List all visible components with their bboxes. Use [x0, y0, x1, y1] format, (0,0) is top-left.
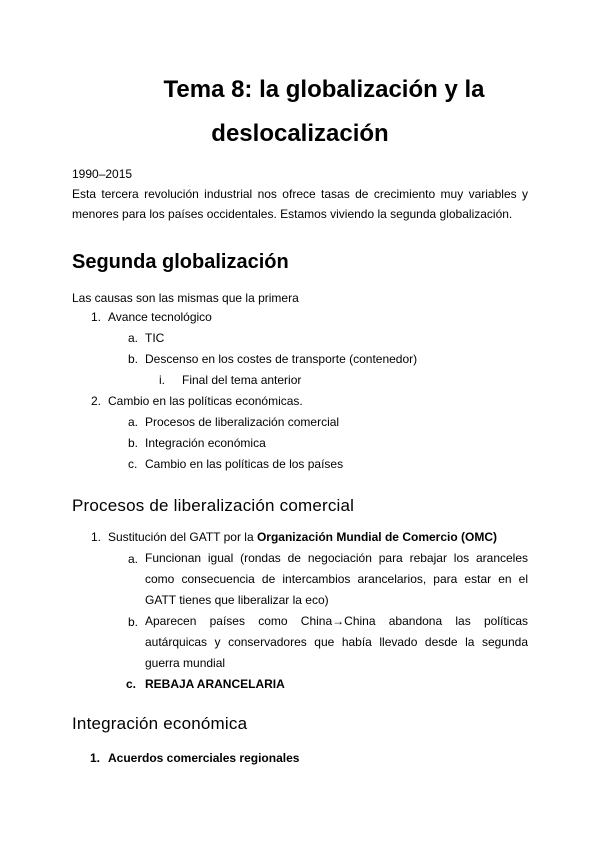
section-heading-integracion-economica: Integración económica	[72, 714, 248, 733]
intro-line-1: Esta tercera revolución industrial nos ofrece tasas de crecimiento muy variables y	[72, 187, 528, 201]
list-item-plain-text: Sustitución del GATT por la	[108, 530, 257, 544]
list-item	[108, 527, 497, 547]
list-item: TIC	[145, 331, 165, 345]
document-title-line-1: Tema 8: la globalización y la	[163, 76, 485, 103]
paragraph-line: Aparecen países como China→China abandona las políticas	[145, 614, 528, 628]
paragraph-line: como consecuencia de intercambios arancelarios, para estar en el	[145, 572, 528, 586]
paragraph-line: guerra mundial	[145, 656, 226, 670]
list-marker: b.	[128, 352, 139, 366]
list-item: REBAJA ARANCELARIA	[145, 677, 285, 691]
list-item: Descenso en los costes de transporte (contenedor)	[145, 352, 418, 366]
list-marker: c.	[128, 457, 138, 471]
list-marker: 2.	[91, 394, 102, 408]
paragraph-line: GATT tienes que liberalizar la eco)	[145, 593, 329, 607]
intro-line-2: menores para los países occidentales. Estamos viviendo la segunda globalización.	[72, 207, 513, 221]
list-item: Integración económica	[145, 436, 266, 450]
list-marker: a.	[128, 331, 139, 345]
paragraph-line: Funcionan igual (rondas de negociación para rebajar los aranceles	[145, 551, 528, 565]
list-item-bold-text: Organización Mundial de Comercio (OMC)	[256, 530, 497, 544]
list-item: Avance tecnológico	[108, 310, 212, 324]
list-marker: b.	[128, 436, 139, 450]
paragraph-line: autárquicas y conservadores que había llevado desde la segunda	[145, 635, 528, 649]
list-marker: 1.	[91, 530, 102, 544]
date-range: 1990–2015	[72, 167, 133, 181]
list-item: Acuerdos comerciales regionales	[108, 751, 300, 765]
document-title-line-2: deslocalización	[211, 120, 389, 147]
list-marker: a.	[128, 552, 139, 566]
intro-paragraph	[72, 184, 528, 224]
list-item: Cambio en las políticas económicas.	[108, 394, 303, 408]
list-marker: a.	[128, 415, 139, 429]
section-heading-procesos-liberalizacion: Procesos de liberalización comercial	[72, 496, 355, 515]
list-item: Final del tema anterior	[182, 373, 302, 387]
list-marker: 1.	[90, 751, 101, 765]
section-heading-segunda-globalizacion: Segunda globalización	[72, 251, 289, 273]
list-marker: c.	[126, 677, 137, 691]
list-item: Cambio en las políticas de los países	[145, 457, 344, 471]
list-marker: 1.	[91, 310, 102, 324]
list-marker: i.	[159, 373, 165, 387]
section-lead: Las causas son las mismas que la primera	[72, 291, 299, 305]
list-item: Procesos de liberalización comercial	[145, 415, 340, 429]
list-marker: b.	[128, 615, 139, 629]
